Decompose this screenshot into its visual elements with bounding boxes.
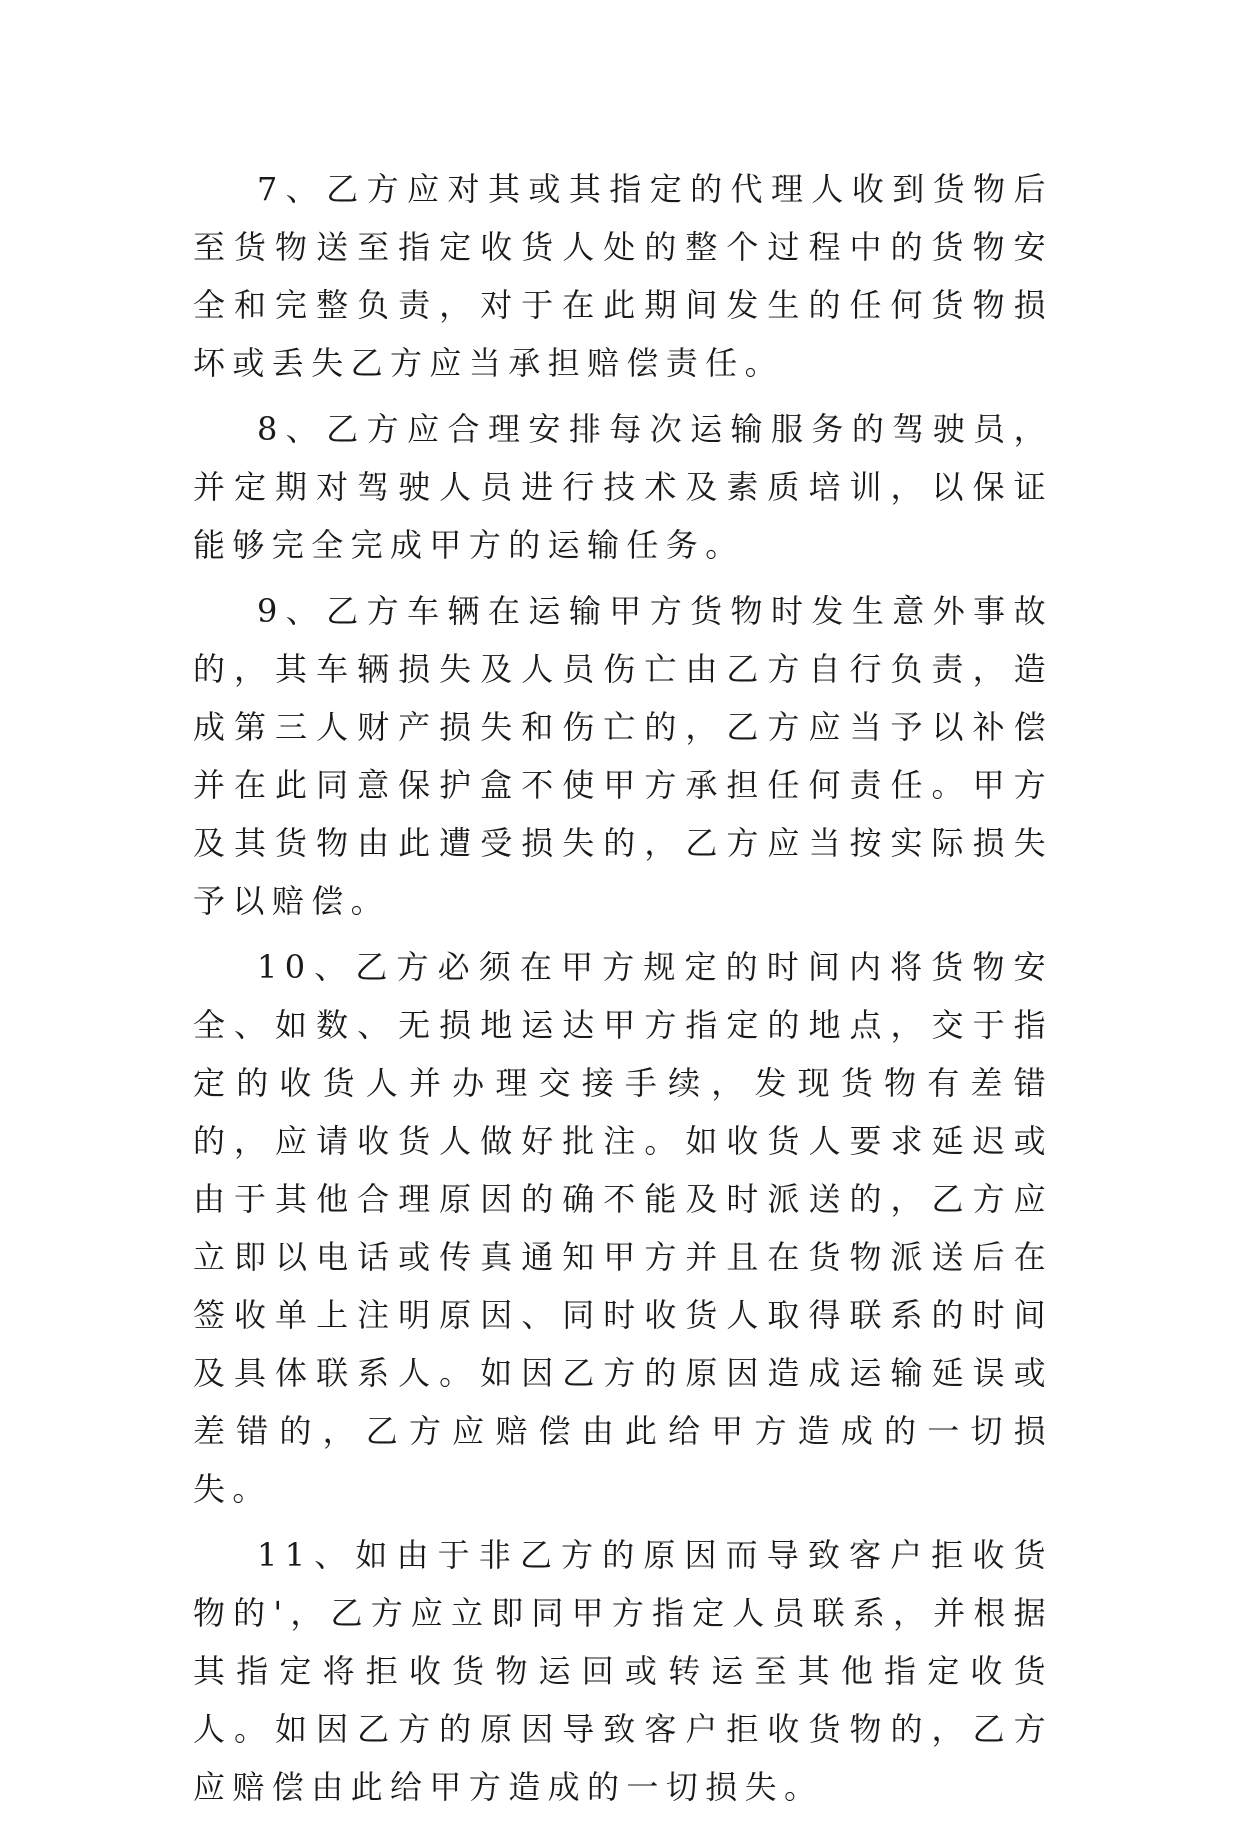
clause-7-paragraph: 7、乙方应对其或其指定的代理人收到货物后至货物送至指定收货人处的整个过程中的货物安全和完整负责，对于在此期间发生的任何货物损坏或丢失乙方应当承担赔偿责任。 xyxy=(193,170,1053,382)
clause-11-paragraph: 11、如由于非乙方的原因而导致客户拒收货物的'，乙方应立即同甲方指定人员联系，并根据其指定将拒收货物运回或转运至其他指定收货人。如因乙方的原因导致客户拒收货物的，乙方应赔偿由此给甲方造成的一切损失。 xyxy=(193,1536,1053,1806)
clause-9-paragraph: 9、乙方车辆在运输甲方货物时发生意外事故的，其车辆损失及人员伤亡由乙方自行负责，造成第三人财产损失和伤亡的，乙方应当予以补偿并在此同意保护盒不使甲方承担任何责任。甲方及其货物由此遭受损失的，乙方应当按实际损失予以赔偿。 xyxy=(193,592,1053,920)
clause-8-paragraph: 8、乙方应合理安排每次运输服务的驾驶员，并定期对驾驶人员进行技术及素质培训，以保证能够完全完成甲方的运输任务。 xyxy=(193,410,1053,564)
clause-10-paragraph: 10、乙方必须在甲方规定的时间内将货物安全、如数、无损地运达甲方指定的地点，交于指定的收货人并办理交接手续，发现货物有差错的，应请收货人做好批注。如收货人要求延迟或由于其他合理原因的确不能及时派送的，乙方应立即以电话或传真通知甲方并且在货物派送后在签收单上注明原因、同时收货人取得联系的时间及具体联系人。如因乙方的原因造成运输延误或差错的，乙方应赔偿由此给甲方造成的一切损失。 xyxy=(193,948,1053,1508)
document-body xyxy=(193,160,1053,1824)
